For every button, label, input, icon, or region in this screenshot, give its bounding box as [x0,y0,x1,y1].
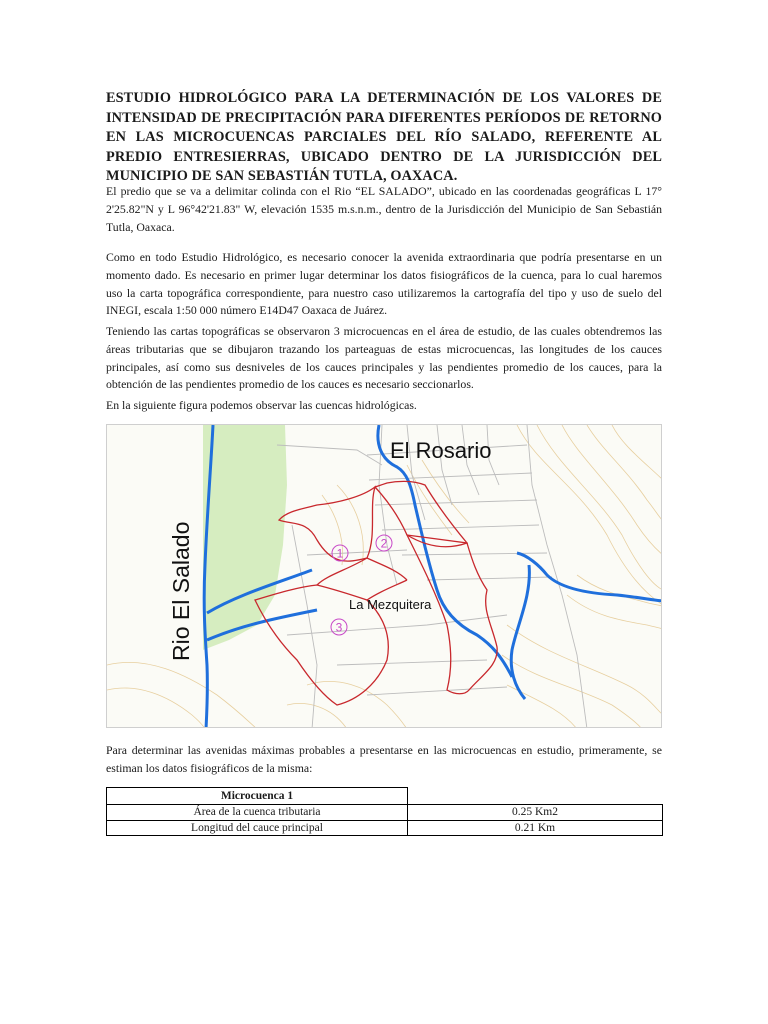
label-la-mezquitera: La Mezquitera [349,597,432,612]
basin-3-number: 3 [335,620,343,635]
table-cell-value: 0.21 Km [408,820,663,836]
table-title: Microcuenca 1 [107,788,408,805]
basin-1-number: 1 [336,546,344,561]
document-title: ESTUDIO HIDROLÓGICO PARA LA DETERMINACIÓN DE LOS VALORES DE INTENSIDAD DE PRECIPITACIÓN PARA DIFERENTES PERÍODOS DE RETORNO EN LAS MICROCUENCAS PARCIALES DEL RÍO SALADO, REFERENTE AL PREDIO ENTRESIERRAS, UBICADO DENTRO DE LA JURISDICCIÓN DEL MUNICIPIO DE SAN SEBASTIÁN TUTLA, OAXACA. [106,90,662,184]
paragraph-microbasins: Teniendo las cartas topográficas se observaron 3 microcuencas en el área de estudio, de las cuales obtendremos las áreas tributarias que se dibujaron trazando los parteaguas de estas microcuencas, las longitudes de los cauces principales, así como sus desniveles de los cauces principales y las pendientes promedio de los cauces, para la obtención de las pendientes promedio de los cauces es necesario seccionarlos. [106,324,662,392]
table-row [107,805,663,821]
physiographic-table [106,787,663,836]
label-rio-el-salado: Rio El Salado [168,521,194,661]
table-header-row [107,788,663,805]
table-cell-value: 0.25 Km2 [408,805,663,821]
table-row [107,820,663,836]
map-svg [107,425,662,728]
label-el-rosario: El Rosario [390,438,492,463]
table-cell-param: Longitud del cauce principal [107,820,408,836]
basin-2-number: 2 [380,536,388,551]
paragraph-methodology: Como en todo Estudio Hidrológico, es necesario conocer la avenida extraordinaria que podría presentarse en un momento dado. Es necesario en primer lugar determinar los datos fisiográficos de la cuenca, para lo cual haremos uso la carta topográfica correspondiente, para nuestro caso utilizaremos la cartografía del tipo y uso de suelo del INEGI, escala 1:50 000 número E14D47 Oaxaca de Juárez. [106,250,662,318]
table-cell-param: Área de la cuenca tributaria [107,805,408,821]
hydrological-map [106,424,662,728]
paragraph-after-map: Para determinar las avenidas máximas probables a presentarse en las microcuencas en estudio, primeramente, se estiman los datos fisiográficos de la misma: [106,743,662,775]
paragraph-location: El predio que se va a delimitar colinda con el Rio “EL SALADO”, ubicado en las coordenadas geográficas L 17° 2'25.82"N y L 96°42'21.83" W, elevación 1535 m.s.n.m., dentro de la Jurisdicción del Municipio de San Sebastián Tutla, Oaxaca. [106,184,662,234]
paragraph-figure-intro: En la siguiente figura podemos observar las cuencas hidrológicas. [106,398,417,412]
